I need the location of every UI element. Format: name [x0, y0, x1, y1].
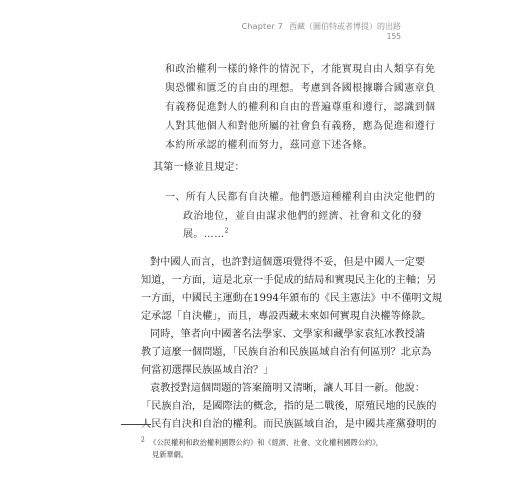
- article-line: 政治地位，並自由謀求他們的經濟、社會和文化的發: [183, 211, 423, 222]
- body-line: 知道，一方面，這是北京一手促成的結局和實現民主化的主軸；另: [141, 275, 437, 286]
- quote-line: 人對其他個人和對他所屬的社會負有義務，應為促進和遵行: [165, 121, 436, 132]
- body-line: 一方面，中國民主運動在1994年頒布的《民主憲法》中不僅明文規: [141, 293, 442, 304]
- article-line: 展。……$^2$: [183, 227, 229, 240]
- quote-line: 本約所承認的權利而努力，茲同意下述各條。: [165, 140, 373, 151]
- intro-line: 其第一條並且規定：: [153, 162, 245, 173]
- footnote-marker: 2: [141, 436, 145, 444]
- body-line: 人民有自決和自治的權利。而民族區域自治，是中國共產黨發明的: [141, 419, 437, 430]
- footnote-divider: [121, 424, 151, 425]
- page-number: 155: [386, 32, 401, 41]
- quote-line: 和政治權利一樣的條件的情況下，才能實現自由人類享有免: [165, 64, 436, 75]
- body-line: 定承認「自決權」，而且，專設西藏未來如何實現自決權等條款。: [141, 311, 432, 322]
- body-line: 何當初選擇民族區域自治？」: [141, 365, 274, 376]
- article-line: 一、所有人民都有自決權。他們憑這種權利自由決定他們的: [165, 192, 436, 203]
- footnote-line: 見新華網。: [152, 450, 188, 459]
- quote-line: 與恐懼和匱乏的自由的理想。考慮到各國根據聯合國憲章負: [165, 83, 436, 94]
- body-line: 同時，筆者向中國著名法學家、文學家和藏學家袁紅冰教授請: [150, 329, 426, 340]
- footnote-ref: 2: [224, 227, 229, 235]
- quote-line: 有義務促進對人的權利和自由的普遍尊重和遵行，認識到個: [165, 102, 436, 113]
- footnote-line: $^2$ 《公民權利和政治權利國際公約》和《經濟、社會、文化權利國際公約》，: [141, 436, 383, 447]
- body-line: 教了這麼一個問題，「民族自治和民族區域自治有何區別？北京為: [141, 347, 432, 358]
- chapter-label: Chapter 7: [241, 22, 283, 31]
- running-header: [242, 22, 401, 42]
- chapter-title: 西藏（圖伯特或者博提）的出路: [289, 22, 401, 31]
- body-line: 袁教授對這個問題的答案簡明又清晰，讓人耳目一新。他說：: [150, 383, 426, 394]
- body-line: 「民族自治，是國際法的概念，指的是二戰後，原殖民地的民族的: [141, 401, 437, 412]
- body-line: 對中國人而言，也許對這個選項覺得不妥，但是中國人一定要: [150, 257, 426, 268]
